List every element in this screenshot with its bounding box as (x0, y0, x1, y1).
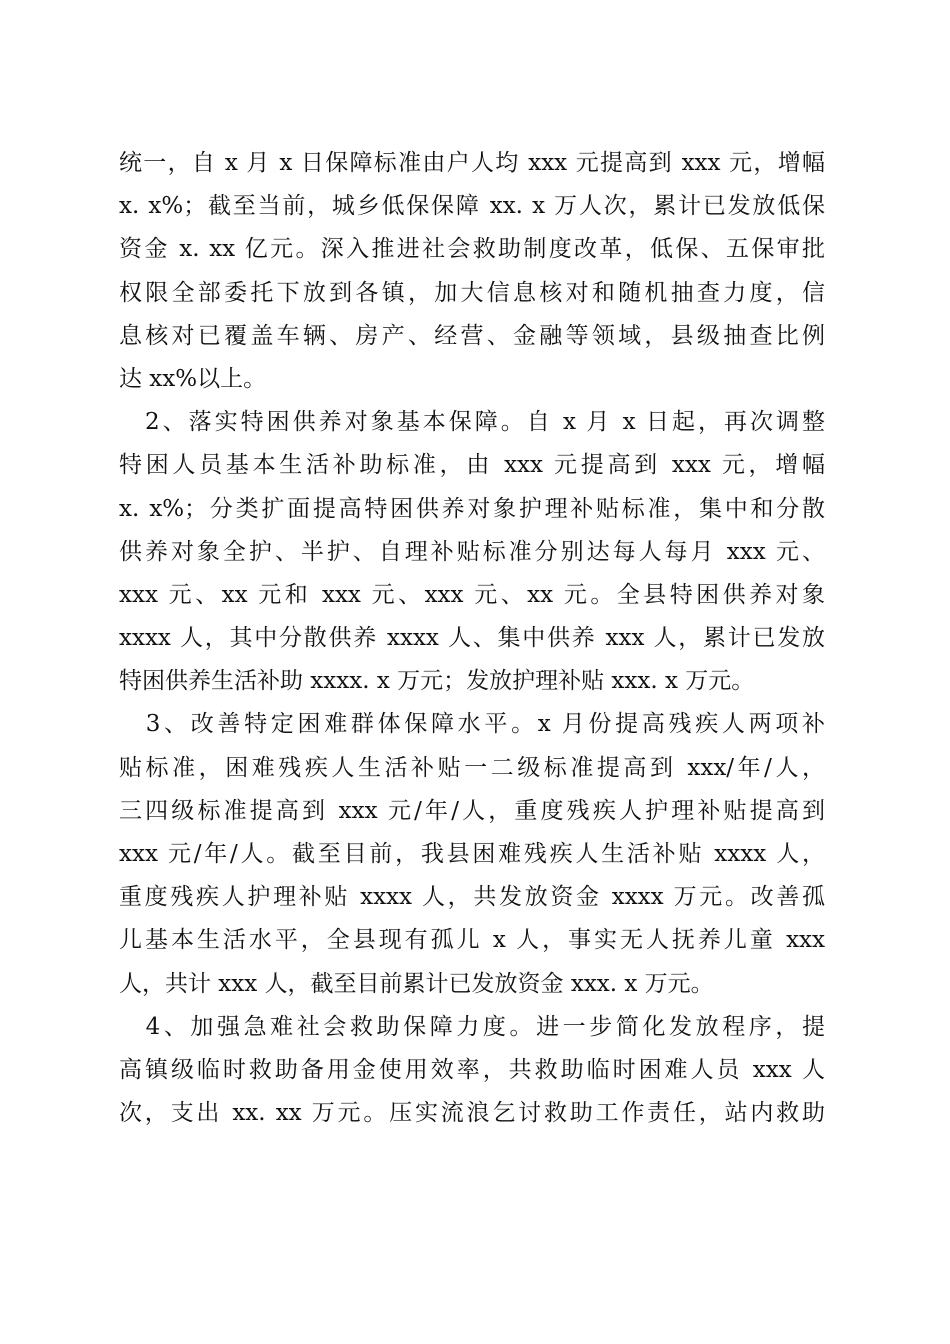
text-line: 达 xx%以上。 (119, 365, 267, 392)
text-line: 贴标准，困难残疾人生活补贴一二级标准提高到 xxx/年/人， (119, 754, 825, 781)
text-line: 供养对象全护、半护、自理补贴标准分别达每人每月 xxx 元、 (119, 538, 825, 565)
text-line: 三四级标准提高到 xxx 元/年/人，重度残疾人护理补贴提高到 (119, 797, 825, 824)
text-line: xxx 元、xx 元和 xxx 元、xxx 元、xx 元。全县特困供养对象 (119, 581, 825, 608)
text-line: 3、改善特定困难群体保障水平。x 月份提高残疾人两项补 (119, 711, 825, 738)
text-line: 资金 x. xx 亿元。深入推进社会救助制度改革，低保、五保审批 (119, 236, 825, 263)
text-line: 重度残疾人护理补贴 xxxx 人，共发放资金 xxxx 万元。改善孤 (119, 884, 825, 911)
text-line: 儿基本生活水平，全县现有孤儿 x 人，事实无人抚养儿童 xxx (119, 927, 825, 954)
text-line: 次，支出 xx. xx 万元。压实流浪乞讨救助工作责任，站内救助 (119, 1100, 825, 1127)
text-line: 特困供养生活补助 xxxx. x 万元；发放护理补贴 xxx. x 万元。 (119, 668, 755, 695)
text-line: 4、加强急难社会救助保障力度。进一步简化发放程序，提 (119, 1013, 825, 1040)
text-line: x. x%；截至当前，城乡低保保障 xx. x 万人次，累计已发放低保 (119, 193, 825, 220)
text-line: 息核对已覆盖车辆、房产、经营、金融等领域，县级抽查比例 (119, 322, 825, 349)
document-body (119, 142, 825, 1135)
text-line: 人，共计 xxx 人，截至目前累计已发放资金 xxx. x 万元。 (119, 970, 714, 997)
paragraph-2 (119, 401, 825, 703)
text-line: 2、落实特困供养对象基本保障。自 x 月 x 日起，再次调整 (119, 409, 825, 436)
text-line: 统一，自 x 月 x 日保障标准由户人均 xxx 元提高到 xxx 元，增幅 (119, 150, 825, 176)
text-line: xxx 元/年/人。截至目前，我县困难残疾人生活补贴 xxxx 人， (119, 841, 825, 867)
text-line: xxxx 人，其中分散供养 xxxx 人、集中供养 xxx 人，累计已发放 (119, 625, 825, 652)
text-line: 高镇级临时救助备用金使用效率，共救助临时困难人员 xxx 人 (119, 1056, 825, 1083)
text-line: 权限全部委托下放到各镇，加大信息核对和随机抽查力度，信 (119, 279, 825, 306)
paragraph-1 (119, 142, 825, 401)
paragraph-4 (119, 1006, 825, 1136)
text-line: 特困人员基本生活补助标准，由 xxx 元提高到 xxx 元，增幅 (119, 452, 825, 479)
paragraph-3 (119, 703, 825, 1005)
text-line: x. x%；分类扩面提高特困供养对象护理补贴标准，集中和分散 (119, 495, 825, 522)
